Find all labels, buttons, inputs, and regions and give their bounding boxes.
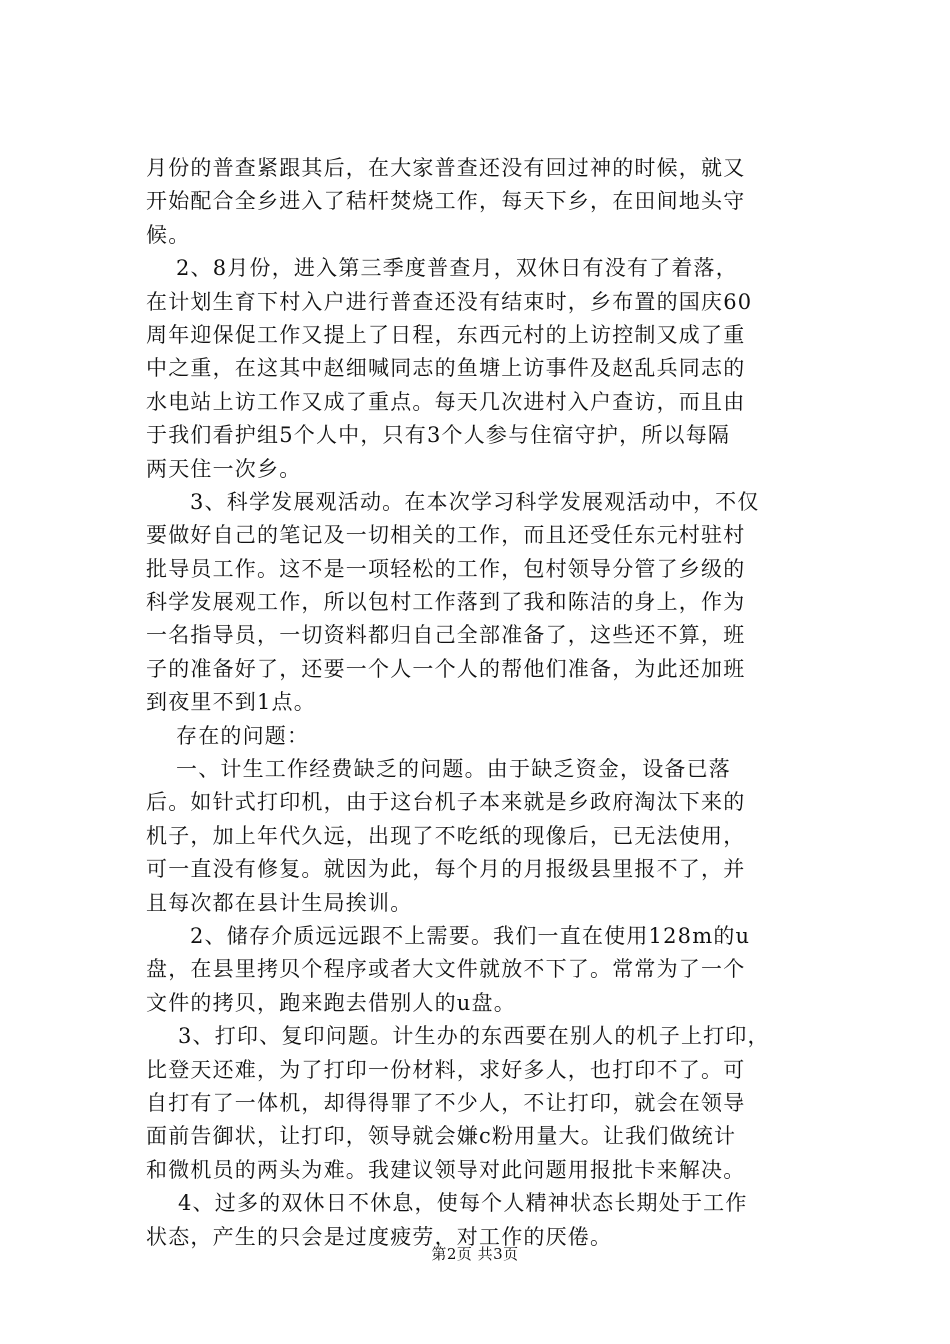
paragraph-start-line: 3、科学发展观活动。在本次学习科学发展观活动中，不仅: [190, 489, 760, 514]
text-line: 盘，在县里拷贝个程序或者大文件就放不下了。常常为了一个: [146, 957, 746, 982]
text-line: 后。如针式打印机，由于这台机子本来就是乡政府淘汰下来的: [146, 790, 746, 815]
paragraph-start-line: 2、8月份，进入第三季度普查月，双休日有没有了着落，: [176, 256, 738, 281]
text-line: 一名指导员，一切资料都归自己全部准备了，这些还不算，班: [146, 623, 746, 648]
text-line: 可一直没有修复。就因为此，每个月的月报级县里报不了，并: [146, 857, 746, 882]
text-line: 月份的普查紧跟其后，在大家普查还没有回过神的时候，就又: [146, 156, 746, 180]
text-line: 状态，产生的只会是过度疲劳，对工作的厌倦。: [146, 1224, 613, 1249]
text-line: 于我们看护组5个人中，只有3个人参与住宿守护，所以每隔: [146, 423, 731, 448]
text-line: 且每次都在县计生局挨训。: [146, 890, 413, 915]
text-line: 文件的拷贝，跑来跑去借别人的u盘。: [146, 990, 516, 1015]
text-line: 周年迎保促工作又提上了日程，东西元村的上访控制又成了重: [146, 322, 746, 347]
text-line: 面前告御状，让打印，领导就会嫌c粉用量大。让我们做统计: [146, 1124, 737, 1149]
paragraph-start-line: 4、过多的双休日不休息，使每个人精神状态长期处于工作: [178, 1191, 748, 1216]
text-line: 比登天还难，为了打印一份材料，求好多人，也打印不了。可: [146, 1057, 746, 1082]
document-body: [146, 152, 836, 1254]
page-number-footer: 第2页 共3页: [431, 1245, 519, 1263]
text-line: 在计划生育下村入户进行普查还没有结束时，乡布置的国庆60: [146, 289, 753, 314]
text-line: 自打有了一体机，却得得罪了不少人，不让打印，就会在领导: [146, 1090, 746, 1115]
paragraph-start-line: 2、储存介质远远跟不上需要。我们一直在使用128m的u: [190, 923, 751, 948]
paragraph-start-line: 3、打印、复印问题。计生办的东西要在别人的机子上打印，: [178, 1024, 770, 1049]
text-line: 科学发展观工作，所以包村工作落到了我和陈洁的身上，作为: [146, 590, 746, 615]
text-line: 子的准备好了，还要一个人一个人的帮他们准备，为此还加班: [146, 656, 746, 681]
text-line: 开始配合全乡进入了秸杆焚烧工作，每天下乡，在田间地头守: [146, 189, 746, 214]
text-line: 到夜里不到1点。: [146, 690, 316, 715]
text-line: 中之重，在这其中赵细喊同志的鱼塘上访事件及赵乱兵同志的: [146, 356, 746, 381]
text-line: 机子，加上年代久远，出现了不吃纸的现像后，已无法使用，: [146, 823, 746, 848]
text-line: 和微机员的两头为难。我建议领导对此问题用报批卡来解决。: [146, 1157, 746, 1182]
text-line: 两天住一次乡。: [146, 456, 302, 481]
text-line: 批导员工作。这不是一项轻松的工作，包村领导分管了乡级的: [146, 556, 746, 581]
text-line: 要做好自己的笔记及一切相关的工作，而且还受任东元村驻村: [146, 523, 746, 548]
text-line: 水电站上访工作又成了重点。每天几次进村入户查访，而且由: [146, 389, 746, 414]
section-heading: 存在的问题：: [176, 723, 310, 748]
text-line: 候。: [146, 222, 191, 247]
paragraph-start-line: 一、计生工作经费缺乏的问题。由于缺乏资金，设备已落: [176, 757, 731, 782]
